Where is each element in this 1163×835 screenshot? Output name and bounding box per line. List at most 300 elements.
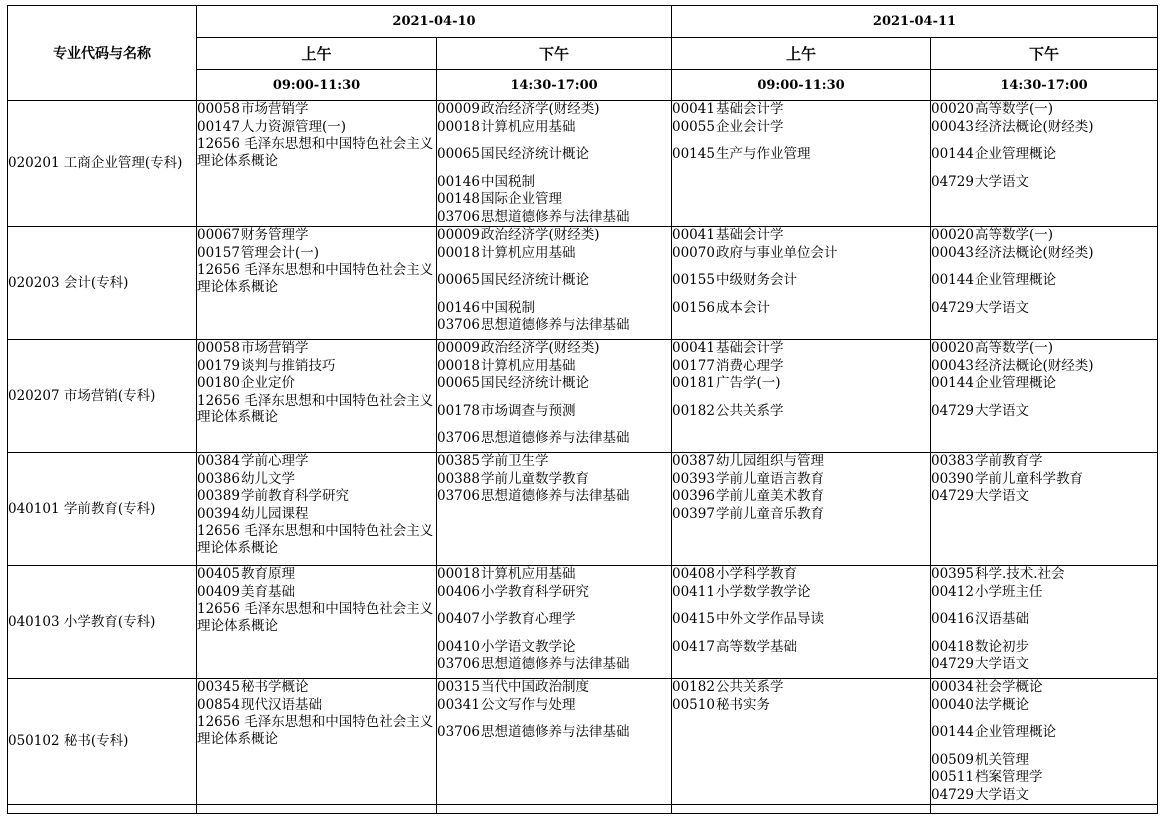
course-name: 政府与事业单位会计 xyxy=(716,244,838,261)
major-cell: 050102 秘书(专科) xyxy=(8,679,197,805)
course-name: 企业定价 xyxy=(241,375,295,391)
course-name: 汉语基础 xyxy=(975,611,1029,627)
course-name: 毛泽东思想和中国特色社会主义理论体系概论 xyxy=(197,136,434,169)
session-header: 下午 xyxy=(437,38,672,70)
table-row xyxy=(8,227,1158,340)
course-code: 00070 xyxy=(672,244,715,261)
course-code: 00181 xyxy=(672,375,715,391)
course-code: 00854 xyxy=(197,696,240,713)
course-code: 00156 xyxy=(672,299,715,316)
course-name: 秘书实务 xyxy=(716,696,770,713)
course-code: 12656 xyxy=(197,714,240,730)
course-code: 00182 xyxy=(672,679,715,695)
course-code: 12656 xyxy=(197,523,240,539)
course-code: 03706 xyxy=(437,317,480,333)
course-item xyxy=(437,146,671,164)
course-code: 00415 xyxy=(672,611,715,627)
session-cell xyxy=(437,227,672,340)
course-code: 00065 xyxy=(437,375,480,391)
course-item xyxy=(197,227,436,245)
course-name: 学前卫生学 xyxy=(481,453,549,469)
course-item xyxy=(197,697,436,715)
course-item xyxy=(672,584,930,602)
course-item xyxy=(672,300,930,318)
course-name: 幼儿文学 xyxy=(241,470,295,487)
course-item xyxy=(672,146,930,164)
exam-schedule-table xyxy=(7,5,1158,814)
major-cell: 040103 小学教育(专科) xyxy=(8,566,197,679)
course-code: 00417 xyxy=(672,638,715,655)
course-code: 00177 xyxy=(672,357,715,374)
course-code: 00418 xyxy=(931,638,974,655)
course-name: 企业管理概论 xyxy=(975,724,1056,740)
course-code: 04729 xyxy=(931,402,974,419)
course-item xyxy=(197,566,436,584)
course-code: 12656 xyxy=(197,262,240,278)
session-header: 上午 xyxy=(197,38,437,70)
date-header-2: 2021-04-11 xyxy=(672,6,1158,38)
course-code: 00144 xyxy=(931,724,974,740)
course-name: 小学科学教育 xyxy=(716,566,797,582)
course-item xyxy=(931,611,1157,629)
course-code: 04729 xyxy=(931,488,974,504)
course-code: 00034 xyxy=(931,679,974,695)
course-name: 思想道德修养与法律基础 xyxy=(481,656,630,672)
course-code: 03706 xyxy=(437,430,480,446)
course-code: 04729 xyxy=(931,656,974,672)
course-item xyxy=(931,358,1157,376)
course-item xyxy=(437,340,671,358)
session-cell xyxy=(672,566,931,679)
course-name: 中级财务会计 xyxy=(716,272,797,288)
session-header: 上午 xyxy=(672,38,931,70)
course-name: 高等数学基础 xyxy=(716,638,797,655)
course-code: 00509 xyxy=(931,751,974,768)
course-name: 数论初步 xyxy=(975,638,1029,655)
course-code: 04729 xyxy=(931,173,974,190)
major-cell: 040101 学前教育(专科) xyxy=(8,453,197,566)
course-item xyxy=(672,679,930,697)
course-item xyxy=(197,119,436,137)
course-item xyxy=(197,358,436,376)
course-code: 00043 xyxy=(931,357,974,374)
course-code: 00180 xyxy=(197,375,240,391)
course-name: 法学概论 xyxy=(975,696,1029,713)
course-name: 学前心理学 xyxy=(241,453,309,469)
course-code: 00147 xyxy=(197,118,240,135)
course-code: 00055 xyxy=(672,118,715,135)
course-item xyxy=(197,584,436,602)
course-item xyxy=(931,119,1157,137)
course-item xyxy=(437,611,671,629)
course-name: 科学.技术.社会 xyxy=(975,566,1065,582)
course-item xyxy=(931,584,1157,602)
course-item xyxy=(197,262,436,295)
course-code: 00018 xyxy=(437,357,480,374)
session-cell xyxy=(931,566,1158,679)
session-cell xyxy=(672,679,931,805)
course-item xyxy=(197,506,436,524)
course-name: 美育基础 xyxy=(241,583,295,600)
course-code: 03706 xyxy=(437,208,480,225)
course-name: 国民经济统计概论 xyxy=(481,272,589,288)
course-code: 00041 xyxy=(672,227,715,243)
course-item xyxy=(672,272,930,290)
major-cell: 020201 工商企业管理(专科) xyxy=(8,101,197,227)
course-item xyxy=(931,724,1157,742)
course-name: 公共关系学 xyxy=(716,402,784,419)
course-name: 毛泽东思想和中国特色社会主义理论体系概论 xyxy=(197,714,434,747)
course-item xyxy=(672,245,930,263)
course-item xyxy=(437,358,671,376)
course-item xyxy=(437,101,671,119)
course-code: 00396 xyxy=(672,488,715,504)
course-code: 00410 xyxy=(437,638,480,655)
course-name: 大学语文 xyxy=(975,786,1029,803)
course-name: 大学语文 xyxy=(975,299,1029,316)
course-name: 当代中国政治制度 xyxy=(481,679,589,695)
course-name: 学前儿童数学教育 xyxy=(481,470,589,487)
course-name: 计算机应用基础 xyxy=(481,566,576,582)
course-code: 04729 xyxy=(931,786,974,803)
empty-cell xyxy=(8,805,197,814)
course-item xyxy=(672,639,930,657)
table-row xyxy=(8,566,1158,679)
course-code: 00511 xyxy=(931,769,974,785)
course-name: 基础会计学 xyxy=(716,340,784,356)
course-name: 现代汉语基础 xyxy=(241,696,322,713)
session-cell xyxy=(931,227,1158,340)
course-code: 00018 xyxy=(437,244,480,261)
course-item xyxy=(437,488,671,506)
course-item xyxy=(437,375,671,393)
course-name: 市场营销学 xyxy=(241,340,309,356)
course-item xyxy=(931,453,1157,471)
course-code: 00416 xyxy=(931,611,974,627)
course-item xyxy=(197,136,436,169)
course-code: 00510 xyxy=(672,696,715,713)
course-code: 00388 xyxy=(437,470,480,487)
course-item xyxy=(931,340,1157,358)
course-code: 00345 xyxy=(197,679,240,695)
course-name: 经济法概论(财经类) xyxy=(975,118,1094,135)
course-name: 学前儿童音乐教育 xyxy=(716,505,824,522)
course-code: 00397 xyxy=(672,505,715,522)
time-header: 09:00-11:30 xyxy=(672,70,931,101)
course-code: 00144 xyxy=(931,375,974,391)
course-name: 小学数学教学论 xyxy=(716,583,811,600)
course-item xyxy=(931,566,1157,584)
time-header: 09:00-11:30 xyxy=(197,70,437,101)
course-item xyxy=(931,471,1157,489)
course-item xyxy=(437,317,671,335)
session-cell xyxy=(931,453,1158,566)
course-name: 社会学概论 xyxy=(975,679,1043,695)
session-header: 下午 xyxy=(931,38,1158,70)
course-code: 00058 xyxy=(197,340,240,356)
course-name: 政治经济学(财经类) xyxy=(481,101,600,117)
course-code: 04729 xyxy=(931,299,974,316)
course-code: 00067 xyxy=(197,227,240,243)
course-code: 00384 xyxy=(197,453,240,469)
course-item xyxy=(672,566,930,584)
course-name: 机关管理 xyxy=(975,751,1029,768)
course-name: 公文写作与处理 xyxy=(481,696,576,713)
course-code: 00315 xyxy=(437,679,480,695)
course-code: 00041 xyxy=(672,101,715,117)
course-name: 秘书学概论 xyxy=(241,679,309,695)
course-name: 大学语文 xyxy=(975,173,1029,190)
course-item xyxy=(437,209,671,227)
course-code: 00178 xyxy=(437,402,480,419)
course-item xyxy=(197,453,436,471)
course-name: 毛泽东思想和中国特色社会主义理论体系概论 xyxy=(197,262,434,295)
course-code: 00058 xyxy=(197,101,240,117)
course-item xyxy=(672,101,930,119)
course-code: 00411 xyxy=(672,583,715,600)
course-name: 经济法概论(财经类) xyxy=(975,357,1094,374)
course-item xyxy=(931,101,1157,119)
course-name: 毛泽东思想和中国特色社会主义理论体系概论 xyxy=(197,601,434,634)
course-item xyxy=(437,403,671,421)
course-name: 谈判与推销技巧 xyxy=(241,357,336,374)
session-cell xyxy=(437,566,672,679)
course-code: 00409 xyxy=(197,583,240,600)
course-item xyxy=(437,584,671,602)
course-name: 思想道德修养与法律基础 xyxy=(481,488,630,504)
course-code: 00144 xyxy=(931,272,974,288)
course-item xyxy=(197,679,436,697)
course-code: 00341 xyxy=(437,696,480,713)
course-name: 中外文学作品导读 xyxy=(716,611,824,627)
course-item xyxy=(437,471,671,489)
course-name: 国际企业管理 xyxy=(481,191,562,207)
course-code: 00065 xyxy=(437,146,480,162)
session-cell xyxy=(672,101,931,227)
session-cell xyxy=(197,453,437,566)
course-name: 中国税制 xyxy=(481,299,535,316)
course-item xyxy=(197,245,436,263)
course-name: 大学语文 xyxy=(975,656,1029,672)
course-code: 00009 xyxy=(437,101,480,117)
session-cell xyxy=(437,679,672,805)
empty-cell xyxy=(931,805,1158,814)
course-item xyxy=(931,174,1157,192)
course-item xyxy=(437,639,671,657)
course-name: 小学教育心理学 xyxy=(481,611,576,627)
course-name: 思想道德修养与法律基础 xyxy=(481,430,630,446)
course-item xyxy=(437,272,671,290)
course-code: 00389 xyxy=(197,488,240,504)
course-item xyxy=(197,340,436,358)
course-code: 00041 xyxy=(672,340,715,356)
course-name: 管理会计(一) xyxy=(241,244,320,261)
course-name: 高等数学(一) xyxy=(975,340,1054,356)
course-code: 00182 xyxy=(672,402,715,419)
empty-cell xyxy=(197,805,437,814)
course-name: 企业管理概论 xyxy=(975,375,1056,391)
course-item xyxy=(672,403,930,421)
course-name: 经济法概论(财经类) xyxy=(975,244,1094,261)
course-item xyxy=(672,471,930,489)
session-cell xyxy=(197,101,437,227)
course-name: 教育原理 xyxy=(241,566,295,582)
course-code: 00020 xyxy=(931,227,974,243)
course-item xyxy=(197,393,436,426)
empty-cell xyxy=(672,805,931,814)
course-item xyxy=(437,174,671,192)
major-cell: 020203 会计(专科) xyxy=(8,227,197,340)
session-cell xyxy=(437,340,672,453)
course-item xyxy=(672,119,930,137)
course-name: 小学教育科学研究 xyxy=(481,583,589,600)
course-name: 计算机应用基础 xyxy=(481,244,576,261)
major-cell: 020207 市场营销(专科) xyxy=(8,340,197,453)
course-item xyxy=(197,601,436,634)
course-code: 00018 xyxy=(437,566,480,582)
course-item xyxy=(437,245,671,263)
course-code: 00395 xyxy=(931,566,974,582)
course-item xyxy=(931,639,1157,657)
course-item xyxy=(437,227,671,245)
course-code: 00407 xyxy=(437,611,480,627)
course-name: 高等数学(一) xyxy=(975,101,1054,117)
course-item xyxy=(931,146,1157,164)
course-item xyxy=(197,714,436,747)
course-item xyxy=(672,340,930,358)
schedule-body xyxy=(8,101,1158,814)
course-name: 公共关系学 xyxy=(716,679,784,695)
course-code: 00146 xyxy=(437,299,480,316)
course-code: 00020 xyxy=(931,101,974,117)
course-code: 00390 xyxy=(931,470,974,487)
course-item xyxy=(931,488,1157,506)
time-header: 14:30-17:00 xyxy=(931,70,1158,101)
table-row xyxy=(8,805,1158,814)
course-name: 高等数学(一) xyxy=(975,227,1054,243)
course-item xyxy=(931,787,1157,805)
course-name: 财务管理学 xyxy=(241,227,309,243)
course-code: 00043 xyxy=(931,118,974,135)
course-code: 12656 xyxy=(197,136,240,152)
course-item xyxy=(672,488,930,506)
course-name: 广告学(一) xyxy=(716,375,781,391)
time-header: 14:30-17:00 xyxy=(437,70,672,101)
course-item xyxy=(437,300,671,318)
course-item xyxy=(672,506,930,524)
course-code: 00393 xyxy=(672,470,715,487)
course-code: 00146 xyxy=(437,173,480,190)
course-item xyxy=(931,245,1157,263)
course-item xyxy=(672,227,930,245)
course-item xyxy=(931,769,1157,787)
course-item xyxy=(197,375,436,393)
course-name: 企业管理概论 xyxy=(975,146,1056,162)
course-name: 学前儿童语言教育 xyxy=(716,470,824,487)
course-name: 市场营销学 xyxy=(241,101,309,117)
course-name: 计算机应用基础 xyxy=(481,357,576,374)
course-name: 人力资源管理(一) xyxy=(241,118,347,135)
course-code: 00020 xyxy=(931,340,974,356)
course-name: 思想道德修养与法律基础 xyxy=(481,317,630,333)
course-name: 思想道德修养与法律基础 xyxy=(481,724,630,740)
course-item xyxy=(931,752,1157,770)
course-name: 基础会计学 xyxy=(716,227,784,243)
course-code: 00408 xyxy=(672,566,715,582)
course-item xyxy=(672,375,930,393)
course-code: 00387 xyxy=(672,453,715,469)
course-name: 政治经济学(财经类) xyxy=(481,227,600,243)
course-item xyxy=(931,697,1157,715)
course-item xyxy=(931,227,1157,245)
course-item xyxy=(931,375,1157,393)
course-item xyxy=(437,191,671,209)
course-name: 企业管理概论 xyxy=(975,272,1056,288)
course-name: 市场调查与预测 xyxy=(481,402,576,419)
session-cell xyxy=(672,340,931,453)
session-cell xyxy=(672,227,931,340)
course-name: 企业会计学 xyxy=(716,118,784,135)
date-header-1: 2021-04-10 xyxy=(197,6,672,38)
course-item xyxy=(931,679,1157,697)
course-code: 00412 xyxy=(931,583,974,600)
course-name: 思想道德修养与法律基础 xyxy=(481,208,630,225)
course-code: 03706 xyxy=(437,488,480,504)
course-name: 政治经济学(财经类) xyxy=(481,340,600,356)
course-item xyxy=(437,679,671,697)
course-name: 大学语文 xyxy=(975,402,1029,419)
course-name: 学前儿童科学教育 xyxy=(975,470,1083,487)
course-name: 小学班主任 xyxy=(975,583,1043,600)
course-name: 学前教育科学研究 xyxy=(241,488,349,504)
table-row xyxy=(8,340,1158,453)
course-code: 00394 xyxy=(197,505,240,522)
session-cell xyxy=(197,679,437,805)
course-item xyxy=(437,430,671,448)
table-row xyxy=(8,453,1158,566)
course-name: 毛泽东思想和中国特色社会主义理论体系概论 xyxy=(197,523,434,556)
course-name: 学前教育学 xyxy=(975,453,1043,469)
course-code: 00065 xyxy=(437,272,480,288)
course-code: 00179 xyxy=(197,357,240,374)
course-name: 生产与作业管理 xyxy=(716,146,811,162)
course-item xyxy=(437,119,671,137)
session-cell xyxy=(197,340,437,453)
session-cell xyxy=(197,566,437,679)
course-name: 幼儿园课程 xyxy=(241,505,309,522)
course-code: 00155 xyxy=(672,272,715,288)
session-cell xyxy=(672,453,931,566)
course-code: 00009 xyxy=(437,227,480,243)
course-item xyxy=(437,697,671,715)
course-code: 00386 xyxy=(197,470,240,487)
table-row xyxy=(8,101,1158,227)
course-item xyxy=(672,453,930,471)
course-item xyxy=(197,471,436,489)
course-code: 12656 xyxy=(197,392,240,409)
course-code: 00018 xyxy=(437,118,480,135)
course-name: 计算机应用基础 xyxy=(481,118,576,135)
course-code: 00157 xyxy=(197,244,240,261)
course-name: 国民经济统计概论 xyxy=(481,146,589,162)
course-code: 00406 xyxy=(437,583,480,600)
table-row xyxy=(8,679,1158,805)
course-item xyxy=(672,697,930,715)
course-name: 档案管理学 xyxy=(975,769,1043,785)
major-column-header: 专业代码与名称 xyxy=(8,6,197,101)
course-code: 00043 xyxy=(931,244,974,261)
course-code: 03706 xyxy=(437,656,480,672)
